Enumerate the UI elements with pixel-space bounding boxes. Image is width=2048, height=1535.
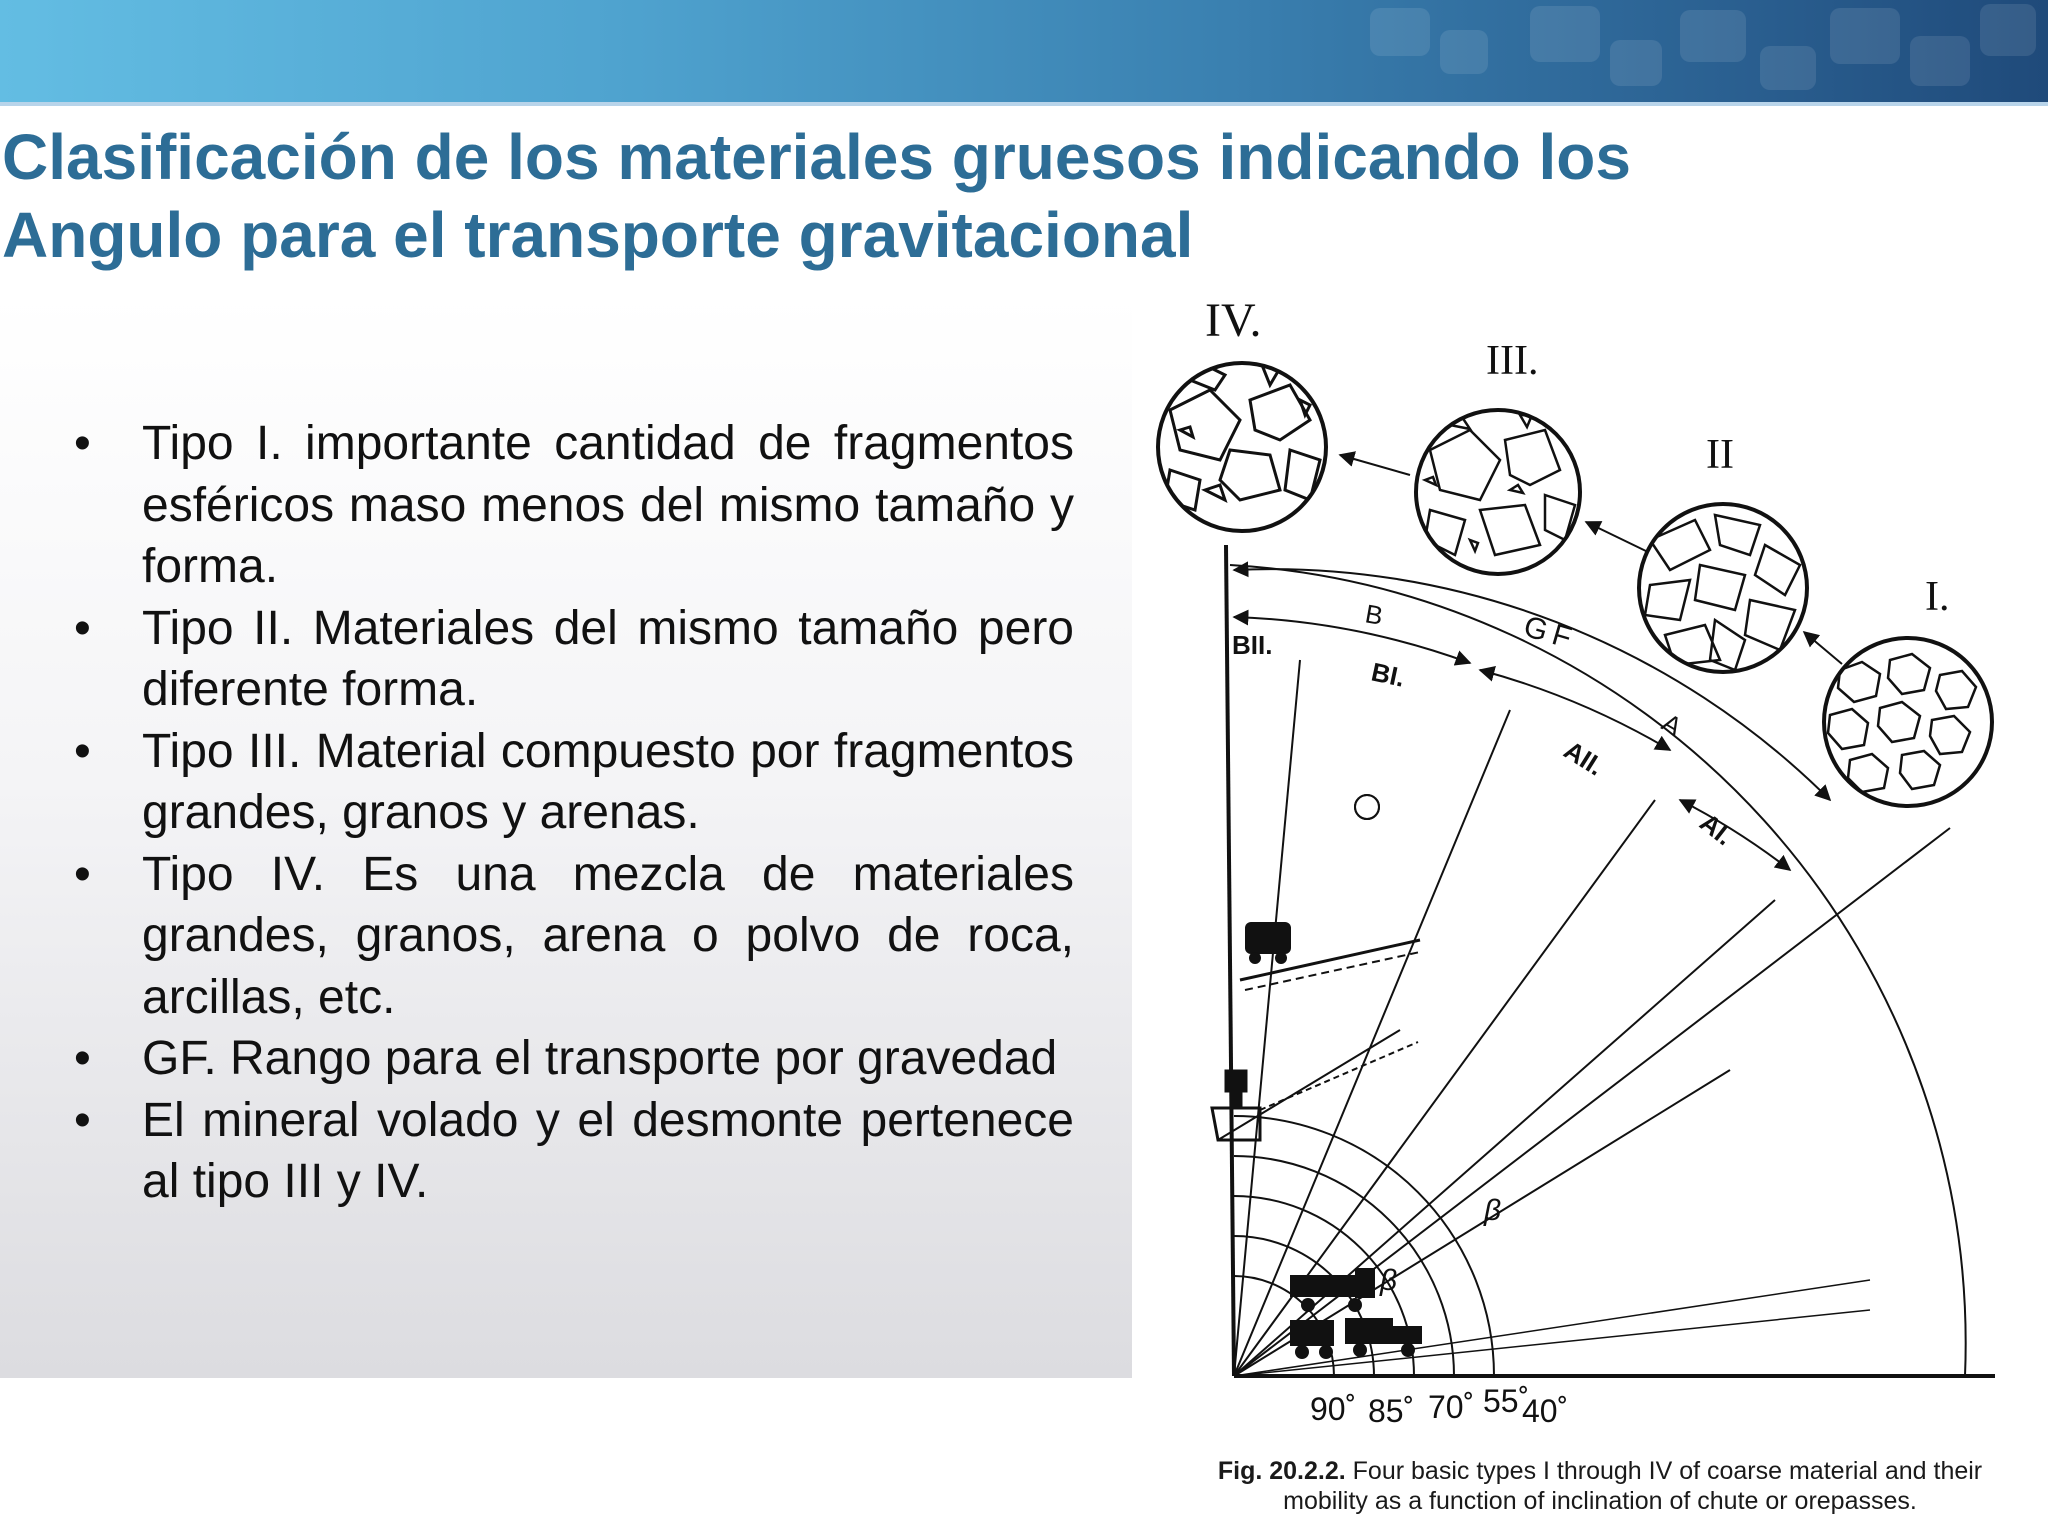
angle-tick-85: 85˚	[1368, 1393, 1415, 1429]
angle-tick-55: 55˚	[1483, 1383, 1530, 1419]
type-label-iii: III.	[1486, 338, 1539, 384]
bullet-item	[74, 844, 1074, 1029]
range-label-ai: AI.	[1694, 807, 1739, 852]
scraper-equipment	[1212, 1030, 1418, 1140]
bullet-symbol: •	[74, 417, 91, 470]
bullet-item	[74, 721, 1074, 844]
header-banner	[0, 0, 2048, 106]
vertical-axis	[1226, 545, 1234, 1376]
material-circle-i	[1824, 638, 1992, 806]
bullet-item	[74, 1090, 1074, 1213]
type-label-iv: IV.	[1205, 294, 1262, 347]
slide-title	[2, 118, 1902, 274]
bullet-text: Tipo IV. Es una mezcla de materiales grandes, granos, arena o polvo de roca, arcillas, etc.	[142, 847, 1074, 1024]
material-circle-iii	[1416, 410, 1580, 574]
bullet-item	[74, 598, 1074, 721]
mine-car	[1240, 922, 1420, 990]
beta-label-2: β	[1484, 1194, 1502, 1227]
material-types-diagram	[1150, 290, 2030, 1429]
range-label-bii: BII.	[1232, 630, 1273, 660]
crosshair-marker-upper	[1355, 795, 1379, 819]
banner-separator	[0, 102, 2048, 106]
material-circle-ii	[1639, 504, 1807, 672]
type-label-i: I.	[1925, 574, 1950, 620]
title-line-2: Angulo para el transporte gravitacional	[2, 199, 1194, 271]
angle-tick-40: 40˚	[1522, 1393, 1569, 1429]
bullet-symbol: •	[74, 1093, 91, 1147]
bullet-symbol: •	[74, 1032, 91, 1085]
bullet-item	[74, 413, 1074, 598]
loader-trucks	[1290, 1318, 1422, 1359]
figure-caption	[1180, 1456, 2020, 1516]
caption-text: Four basic types I through IV of coarse material and their mobility as a function of inclination of chute or orepasses.	[1283, 1457, 1983, 1515]
material-circle-iv	[1158, 360, 1326, 531]
bullet-text: Tipo II. Materiales del mismo tamaño pero diferente forma.	[142, 601, 1074, 716]
angle-tick-90: 90˚	[1310, 1391, 1357, 1427]
angle-tick-70: 70˚	[1428, 1389, 1475, 1425]
bullet-symbol: •	[74, 724, 91, 778]
bullet-symbol: •	[74, 601, 91, 655]
range-label-b: B	[1362, 598, 1386, 631]
type-label-ii: II	[1706, 432, 1734, 478]
range-label-aii: AII.	[1558, 734, 1610, 782]
dump-truck	[1290, 1268, 1375, 1312]
range-label-bi: BI.	[1368, 656, 1408, 693]
caption-figure-number: Fig. 20.2.2.	[1217, 1457, 1346, 1485]
bullet-text: El mineral volado y el desmonte pertenece al tipo III y IV.	[142, 1093, 1074, 1208]
beta-label-1: β	[1380, 1264, 1398, 1297]
bullet-item	[74, 1028, 1074, 1090]
range-label-a: A	[1657, 707, 1688, 742]
range-arc-ai	[1680, 800, 1790, 870]
bullet-text: Tipo III. Material compuesto por fragmentos grandes, granos y arenas.	[142, 724, 1074, 839]
range-label-gf: GF	[1520, 610, 1581, 657]
bullet-text: Tipo I. importante cantidad de fragmentos esféricos maso menos del mismo tamaño y forma.	[142, 417, 1074, 593]
bullet-symbol: •	[74, 847, 91, 901]
bullet-text: GF. Rango para el transporte por gravedad	[142, 1032, 1058, 1085]
title-line-1: Clasificación de los materiales gruesos indicando los	[2, 121, 1631, 193]
bullet-list	[74, 413, 1074, 1213]
